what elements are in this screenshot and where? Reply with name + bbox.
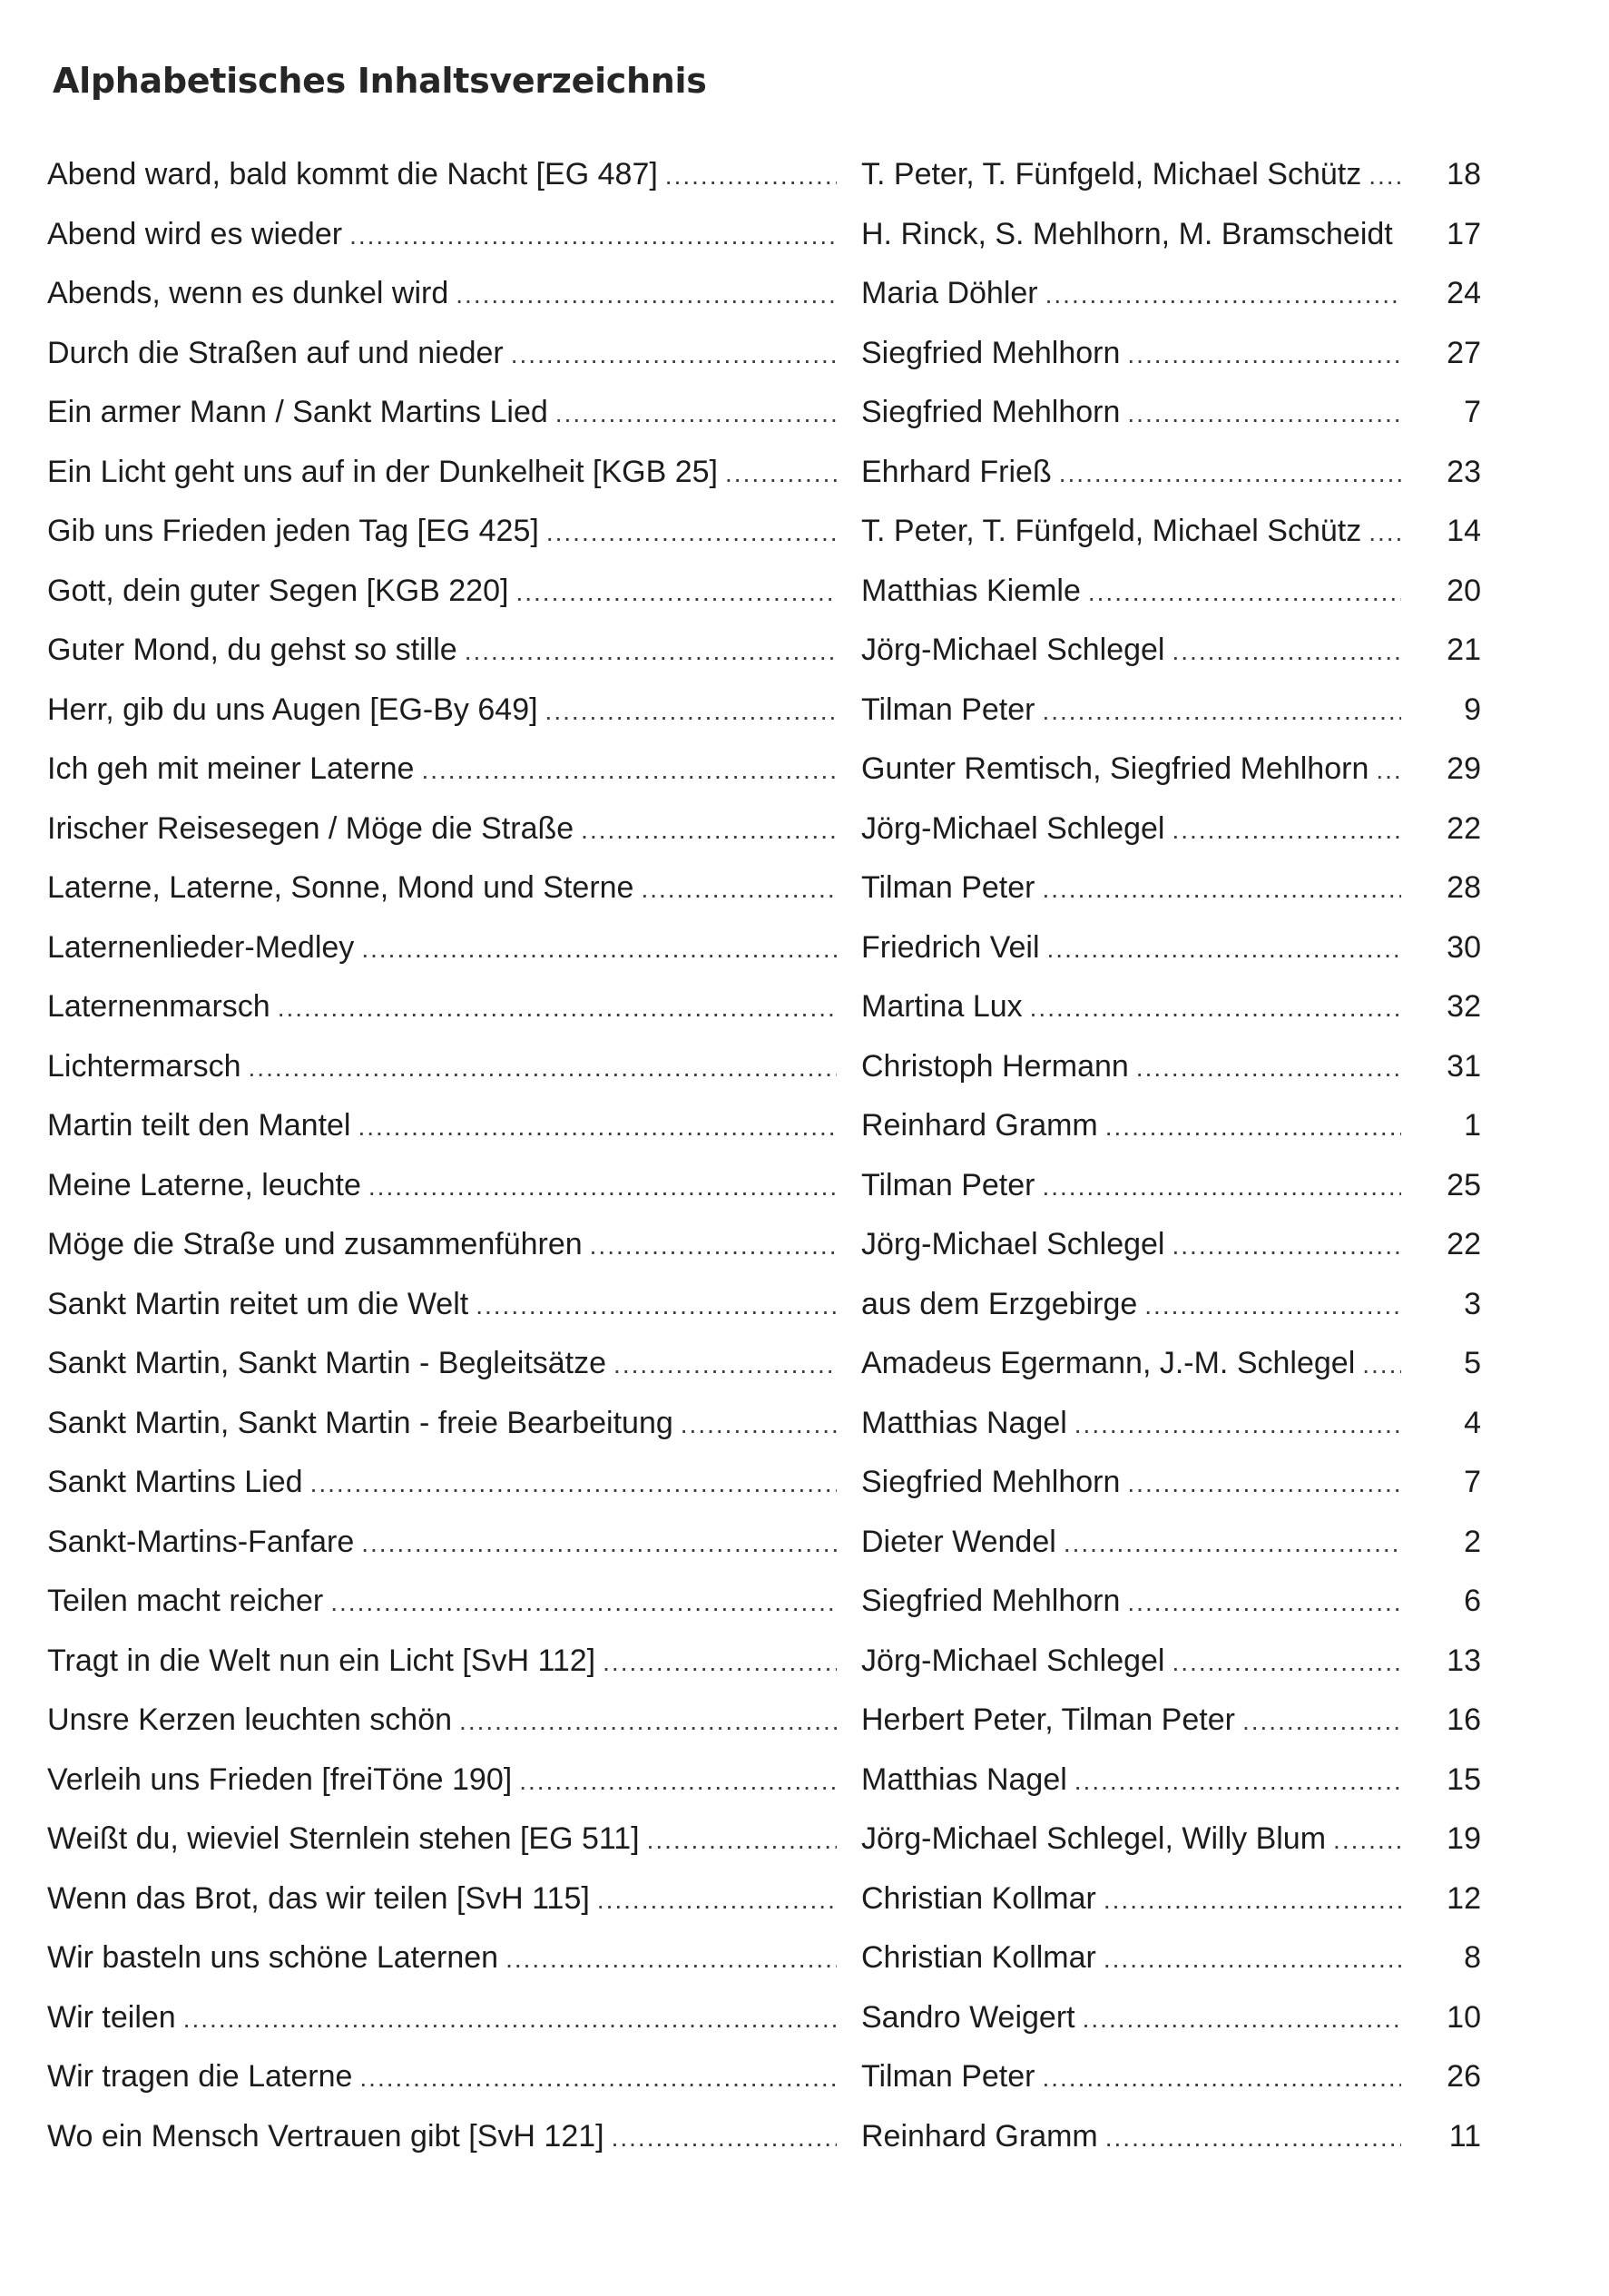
entry-author-cell [861, 1988, 1401, 2048]
entry-title: Ein armer Mann / Sankt Martins Lied [47, 395, 548, 429]
entry-title-cell [47, 1988, 837, 2048]
entry-title-cell [47, 1751, 837, 1810]
entry-author-cell [861, 264, 1401, 324]
dot-leader [1047, 919, 1401, 978]
dot-leader [519, 1751, 837, 1810]
dot-leader [1104, 1870, 1401, 1929]
dot-leader [330, 1573, 837, 1632]
entry-author: Gunter Remtisch, Siegfried Mehlhorn [861, 751, 1369, 786]
entry-title: Verleih uns Frieden [freiTöne 190] [47, 1761, 513, 1797]
entry-author: Siegfried Mehlhorn [861, 1465, 1121, 1499]
entry-title-cell [47, 1096, 837, 1156]
entry-author: Jörg-Michael Schlegel [861, 810, 1165, 846]
entry-author: Tilman Peter [861, 692, 1035, 727]
entry-author: Reinhard Gramm [861, 2118, 1098, 2154]
dot-leader [1088, 563, 1401, 622]
entry-title-cell [47, 621, 837, 681]
entry-title: Wir tragen die Laterne [47, 2059, 353, 2094]
entry-title: Abend wird es wieder [47, 216, 343, 251]
dot-leader [1136, 1038, 1401, 1097]
toc-entry [47, 681, 1481, 741]
dot-leader [1030, 978, 1401, 1037]
entry-title: Sankt Martins Lied [47, 1465, 303, 1499]
entry-title: Gib uns Frieden jeden Tag [EG 425] [47, 514, 539, 548]
entry-title: Wir basteln uns schöne Laternen [47, 1940, 499, 1975]
entry-author-cell [861, 562, 1401, 622]
entry-author-cell [861, 502, 1401, 562]
toc-entry [47, 1037, 1481, 1097]
entry-title: Weißt du, wieviel Sternlein stehen [EG 511] [47, 1821, 640, 1856]
dot-leader [1172, 622, 1402, 681]
toc-entry [47, 145, 1481, 205]
entry-author-cell [861, 681, 1401, 741]
entry-author-cell [861, 1334, 1401, 1394]
toc-entry [47, 800, 1481, 859]
toc-entry [47, 2047, 1481, 2107]
dot-leader [1059, 444, 1401, 503]
toc-entry [47, 1513, 1481, 1573]
dot-leader [1064, 1514, 1401, 1573]
entry-page-number: 11 [1448, 2118, 1481, 2154]
entry-author: Jörg-Michael Schlegel, Willy Blum [861, 1821, 1327, 1856]
entry-author: Friedrich Veil [861, 929, 1040, 965]
entry-title-cell [47, 1928, 837, 1988]
dot-leader [1127, 384, 1401, 443]
toc-entry [47, 1275, 1481, 1335]
dot-leader [1105, 1097, 1401, 1156]
entry-author: Jörg-Michael Schlegel [861, 633, 1165, 667]
entry-title: Laternenmarsch [47, 989, 270, 1024]
dot-leader [545, 682, 837, 741]
entry-page-number: 31 [1447, 1048, 1481, 1084]
entry-page-number: 7 [1464, 395, 1481, 429]
entry-title: Abends, wenn es dunkel wird [47, 276, 449, 310]
entry-author: Jörg-Michael Schlegel [861, 1227, 1165, 1261]
entry-title: Wo ein Mensch Vertrauen gibt [SvH 121] [47, 2118, 604, 2154]
entry-author-cell [861, 1096, 1401, 1156]
entry-author-cell [861, 1453, 1401, 1513]
entry-page-number: 30 [1447, 929, 1481, 965]
entry-page-number: 23 [1447, 454, 1481, 489]
dot-leader [725, 444, 837, 503]
dot-leader [597, 1870, 837, 1929]
entry-author: Matthias Kiemle [861, 573, 1081, 608]
dot-leader [1172, 1633, 1402, 1692]
entry-title-cell [47, 800, 837, 859]
entry-title-cell [47, 145, 837, 205]
entry-author: T. Peter, T. Fünfgeld, Michael Schütz [861, 157, 1362, 191]
dot-leader [1333, 1810, 1401, 1869]
entry-title-cell [47, 681, 837, 741]
entry-author-cell [861, 205, 1401, 265]
entry-author: Martina Lux [861, 989, 1023, 1024]
entry-title: Wenn das Brot, das wir teilen [SvH 115] [47, 1880, 590, 1916]
dot-leader [421, 741, 837, 800]
entry-title: Unsre Kerzen leuchten schön [47, 1702, 453, 1737]
dot-leader [249, 1038, 837, 1097]
entry-page-number: 15 [1447, 1761, 1481, 1797]
toc-entry [47, 918, 1481, 978]
entry-title: Sankt Martin, Sankt Martin - freie Bearbeitung [47, 1405, 673, 1440]
entry-author: Siegfried Mehlhorn [861, 335, 1121, 370]
entry-title: Martin teilt den Mantel [47, 1108, 351, 1143]
entry-author-cell [861, 1751, 1401, 1810]
dot-leader [612, 2108, 837, 2167]
entry-author: Sandro Weigert [861, 1999, 1075, 2035]
entry-author: Dieter Wendel [861, 1524, 1056, 1559]
dot-leader [665, 146, 837, 205]
entry-page-number: 5 [1464, 1346, 1481, 1380]
entry-page-number: 19 [1447, 1821, 1481, 1856]
entry-author-cell [861, 1513, 1401, 1573]
entry-page-number: 24 [1447, 276, 1481, 310]
entry-author-cell [861, 740, 1401, 800]
entry-author: Jörg-Michael Schlegel [861, 1643, 1165, 1678]
entry-page-number: 8 [1464, 1940, 1481, 1975]
entry-title-cell [47, 502, 837, 562]
entry-author: T. Peter, T. Fünfgeld, Michael Schütz [861, 514, 1362, 548]
dot-leader [465, 622, 837, 681]
entry-title: Tragt in die Welt nun ein Licht [SvH 112] [47, 1643, 596, 1678]
dot-leader [1104, 1929, 1401, 1988]
dot-leader [476, 1276, 837, 1335]
toc-entry [47, 1453, 1481, 1513]
toc-entry [47, 977, 1481, 1037]
entry-page-number: 21 [1447, 633, 1481, 667]
entry-title-cell [47, 1572, 837, 1632]
entry-title: Durch die Straßen auf und nieder [47, 335, 504, 370]
entry-author: Matthias Nagel [861, 1761, 1067, 1797]
entry-author: Reinhard Gramm [861, 1108, 1098, 1143]
entry-author: Matthias Nagel [861, 1405, 1067, 1440]
dot-leader [546, 503, 837, 562]
toc-entry [47, 1751, 1481, 1810]
entry-title: Gott, dein guter Segen [KGB 220] [47, 573, 509, 608]
entry-title: Lichtermarsch [47, 1048, 241, 1084]
toc-entry [47, 502, 1481, 562]
entry-page-number: 27 [1447, 335, 1481, 370]
toc-entry [47, 1928, 1481, 1988]
entry-author-cell [861, 443, 1401, 503]
dot-leader [1172, 1216, 1402, 1275]
entry-author-cell [861, 1275, 1401, 1335]
toc-entry [47, 383, 1481, 443]
entry-author: Herbert Peter, Tilman Peter [861, 1702, 1235, 1737]
page-title: Alphabetisches Inhaltsverzeichnis [53, 61, 707, 101]
entry-author-cell [861, 1394, 1401, 1454]
entry-author: Amadeus Egermann, J.-M. Schlegel [861, 1346, 1356, 1380]
entry-author-cell [861, 1810, 1401, 1869]
entry-title: Teilen macht reicher [47, 1584, 324, 1618]
entry-title-cell [47, 1869, 837, 1929]
toc-entry [47, 1810, 1481, 1869]
dot-leader [1242, 1692, 1401, 1751]
entry-page-number: 17 [1447, 216, 1481, 251]
dot-leader [1042, 2048, 1401, 2107]
entry-page-number: 3 [1464, 1286, 1481, 1321]
dot-leader [681, 1395, 837, 1454]
entry-title: Irischer Reisesegen / Möge die Straße [47, 810, 574, 846]
dot-leader [647, 1810, 837, 1869]
toc-entry [47, 2107, 1481, 2167]
entry-page-number: 4 [1464, 1405, 1481, 1440]
toc-entry [47, 264, 1481, 324]
entry-title-cell [47, 1810, 837, 1869]
toc-entry [47, 621, 1481, 681]
dot-leader [1042, 1157, 1401, 1216]
entry-title-cell [47, 324, 837, 384]
toc-entry [47, 1691, 1481, 1751]
entry-author: Tilman Peter [861, 870, 1035, 905]
entry-page-number: 25 [1447, 1167, 1481, 1202]
dot-leader [1083, 1989, 1401, 2048]
entry-author-cell [861, 2107, 1401, 2167]
entry-author-cell [861, 800, 1401, 859]
entry-title: Sankt-Martins-Fanfare [47, 1524, 355, 1559]
entry-title-cell [47, 1156, 837, 1216]
toc-entry [47, 1334, 1481, 1394]
dot-leader [641, 859, 837, 918]
dot-leader [361, 1514, 837, 1573]
entry-author: H. Rinck, S. Mehlhorn, M. Bramscheidt [861, 216, 1393, 251]
entry-title-cell [47, 205, 837, 265]
entry-author-cell [861, 1215, 1401, 1275]
dot-leader [368, 1157, 837, 1216]
dot-leader [278, 978, 837, 1037]
dot-leader [1369, 503, 1401, 562]
entry-author-cell [861, 1037, 1401, 1097]
dot-leader [1105, 2108, 1401, 2167]
dot-leader [183, 1989, 837, 2048]
entry-title-cell [47, 2047, 837, 2107]
dot-leader [511, 325, 837, 384]
toc-entry [47, 562, 1481, 622]
entry-page-number: 32 [1447, 989, 1481, 1024]
entry-title-cell [47, 1275, 837, 1335]
entry-title-cell [47, 1215, 837, 1275]
dot-leader [358, 1097, 838, 1156]
entry-author-cell [861, 1156, 1401, 1216]
dot-leader [1127, 1573, 1401, 1632]
toc-entry [47, 1096, 1481, 1156]
toc-entry [47, 1156, 1481, 1216]
dot-leader [1376, 741, 1401, 800]
entry-title: Ich geh mit meiner Laterne [47, 751, 415, 786]
entry-page-number: 22 [1447, 1227, 1481, 1261]
entry-author: Tilman Peter [861, 1167, 1035, 1202]
entry-title-cell [47, 1691, 837, 1751]
dot-leader [581, 800, 837, 859]
entry-title: Sankt Martin, Sankt Martin - Begleitsätze [47, 1346, 607, 1380]
dot-leader [1042, 682, 1401, 741]
entry-title: Wir teilen [47, 1999, 176, 2035]
entry-title: Laternenlieder-Medley [47, 929, 355, 965]
entry-title-cell [47, 1334, 837, 1394]
entry-author: Christian Kollmar [861, 1940, 1096, 1975]
dot-leader [1127, 1454, 1401, 1513]
entry-title-cell [47, 740, 837, 800]
dot-leader [505, 1929, 837, 1988]
entry-title-cell [47, 383, 837, 443]
entry-title-cell [47, 1513, 837, 1573]
entry-title-cell [47, 264, 837, 324]
entry-page-number: 28 [1447, 870, 1481, 905]
entry-page-number: 26 [1447, 2059, 1481, 2094]
entry-page-number: 6 [1464, 1584, 1481, 1618]
entry-author-cell [861, 621, 1401, 681]
entry-page-number: 1 [1464, 1108, 1481, 1143]
toc-entry [47, 1632, 1481, 1692]
dot-leader [1127, 325, 1401, 384]
entry-page-number: 29 [1447, 751, 1481, 786]
toc-entry [47, 1869, 1481, 1929]
entry-author-cell [861, 2047, 1401, 2107]
entry-title: Laterne, Laterne, Sonne, Mond und Sterne [47, 870, 634, 905]
entry-title-cell [47, 1453, 837, 1513]
entry-author: Siegfried Mehlhorn [861, 395, 1121, 429]
dot-leader [1172, 800, 1402, 859]
entry-author-cell [861, 145, 1401, 205]
entry-title: Abend ward, bald kommt die Nacht [EG 487] [47, 157, 658, 191]
toc-entry [47, 205, 1481, 265]
entry-title: Guter Mond, du gehst so stille [47, 633, 457, 667]
dot-leader [459, 1692, 837, 1751]
entry-title-cell [47, 1394, 837, 1454]
entry-page-number: 10 [1447, 1999, 1481, 2035]
entry-title: Möge die Straße und zusammenführen [47, 1227, 583, 1261]
entry-author: Maria Döhler [861, 276, 1038, 310]
entry-page-number: 14 [1447, 514, 1481, 548]
entry-page-number: 12 [1447, 1880, 1481, 1916]
toc-entry [47, 324, 1481, 384]
entry-page-number: 16 [1447, 1702, 1481, 1737]
entry-page-number: 22 [1447, 810, 1481, 846]
entry-title-cell [47, 2107, 837, 2167]
toc-entry [47, 443, 1481, 503]
dot-leader [361, 919, 837, 978]
entry-title-cell [47, 859, 837, 918]
dot-leader [590, 1216, 837, 1275]
entry-title-cell [47, 562, 837, 622]
toc-entry [47, 740, 1481, 800]
entry-title-cell [47, 1037, 837, 1097]
entry-title-cell [47, 1632, 837, 1692]
dot-leader [1369, 146, 1401, 205]
dot-leader [613, 1335, 837, 1394]
entry-author: Christian Kollmar [861, 1880, 1096, 1916]
entry-author-cell [861, 1869, 1401, 1929]
entry-author-cell [861, 1572, 1401, 1632]
entry-title: Meine Laterne, leuchte [47, 1167, 361, 1202]
entry-title: Ein Licht geht uns auf in der Dunkelheit [KGB 25] [47, 454, 719, 489]
dot-leader [1045, 265, 1401, 324]
entry-author: aus dem Erzgebirge [861, 1286, 1138, 1321]
entry-author: Ehrhard Frieß [861, 454, 1052, 489]
dot-leader [349, 206, 837, 265]
table-of-contents [47, 145, 1481, 2166]
dot-leader [1074, 1751, 1401, 1810]
toc-entry [47, 859, 1481, 918]
entry-author-cell [861, 324, 1401, 384]
entry-author-cell [861, 1691, 1401, 1751]
entry-title-cell [47, 977, 837, 1037]
dot-leader [555, 384, 837, 443]
dot-leader [310, 1454, 837, 1513]
entry-author: Siegfried Mehlhorn [861, 1584, 1121, 1618]
entry-page-number: 18 [1447, 157, 1481, 191]
entry-author-cell [861, 977, 1401, 1037]
entry-title: Sankt Martin reitet um die Welt [47, 1286, 469, 1321]
entry-page-number: 2 [1464, 1524, 1481, 1559]
entry-page-number: 20 [1447, 573, 1481, 608]
dot-leader [515, 563, 837, 622]
entry-author-cell [861, 918, 1401, 978]
entry-title-cell [47, 918, 837, 978]
toc-entry [47, 1572, 1481, 1632]
entry-author-cell [861, 383, 1401, 443]
entry-page-number: 13 [1447, 1643, 1481, 1678]
entry-title-cell [47, 443, 837, 503]
entry-author-cell [861, 1928, 1401, 1988]
toc-entry [47, 1215, 1481, 1275]
dot-leader [359, 2048, 837, 2107]
dot-leader [1144, 1276, 1401, 1335]
toc-entry [47, 1394, 1481, 1454]
dot-leader [603, 1633, 837, 1692]
entry-author: Christoph Hermann [861, 1048, 1129, 1084]
entry-author-cell [861, 859, 1401, 918]
dot-leader [1042, 859, 1401, 918]
dot-leader [456, 265, 837, 324]
entry-page-number: 7 [1464, 1465, 1481, 1499]
entry-title: Herr, gib du uns Augen [EG-By 649] [47, 692, 538, 727]
dot-leader [1074, 1395, 1401, 1454]
entry-author-cell [861, 1632, 1401, 1692]
entry-page-number: 9 [1464, 692, 1481, 727]
entry-author: Tilman Peter [861, 2059, 1035, 2094]
dot-leader [1362, 1335, 1401, 1394]
toc-entry [47, 1988, 1481, 2048]
